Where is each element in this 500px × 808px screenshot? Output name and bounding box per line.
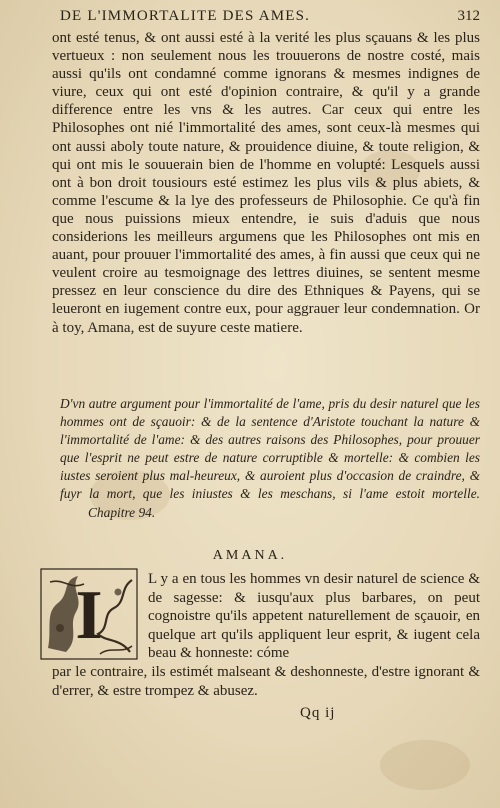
- running-head: [60, 8, 480, 30]
- speaker-heading: AMANA.: [212, 548, 288, 563]
- chapter-summary-text: D'vn autre argument pour l'immortalité de l'ame, pris du desir naturel que les hommes ont de sçauoir: & de la sentence d'Aristote touchant la nature & l'immortalité de l'ame: & des autres raisons des Philosophes, pour prouuer que l'esprit ne peut estre de nature corruptible & mortelle: & combien les iustes seroient plus mal-heureux, & auroient plus d'occasion de craindre, & fuyr la mort, que les iniustes & les meschans, si l'ame estoit mortelle.: [60, 396, 480, 502]
- dropcap-letter: I: [75, 577, 103, 654]
- dropcap-paragraph-text: L y a en tous les hommes vn desir naturel de science & de sagesse: & iusqu'aux plus barbares, on peut cognoistre qu'ils appetent naturellement de sçauoir, en quelque art qu'ils appliquent leur esprit, & iugent cela beau & honneste: cóme: [148, 571, 480, 662]
- dropcap-paragraph: [148, 570, 480, 663]
- signature-mark: Qq ij: [300, 705, 336, 721]
- chapter-summary: [60, 395, 480, 522]
- page-number: 312: [457, 8, 480, 24]
- running-title: DE L'IMMORTALITE DES AMES.: [60, 8, 311, 24]
- continuation-text: par le contraire, ils estimét malseant & deshonneste, d'estre ignorant & d'errer, & estre trompez & abusez.: [52, 664, 480, 699]
- chapter-label: Chapitre 94.: [88, 504, 156, 520]
- paper-stain: [380, 740, 470, 790]
- continuation-paragraph: [52, 663, 480, 700]
- decorated-initial-icon: [40, 568, 138, 660]
- main-paragraph: ont esté tenus, & ont aussi esté à la verité les plus sçauans & les plus vertueux : non seulement nous les trouuerons de nostre costé, mais aussi qu'ils ont condamné comme ignorans & mesmes indignes de viure, ceux qui ont esté d'opinion contraire, & qu'il y a grande difference entre les vns & les autres. Car ceux qui entre les Philosophes ont nié l'immortalité des ames, sont ceux-là mesmes qui ont aussi aboly toute nature, & prouidence diuine, & toute religion, & qui ont mis le souuerain bien de l'homme en volupté: Lesquels aussi ont à bon droit tousiours esté estimez les plus vils & plus abiets, & comme l'escume & la lye des professeurs de Philosophie. Ce qu'à fin que nous puissions mieux entendre, ie suis d'aduis que nous considerions les meilleurs argumens que les Philosophes ont mis en auant, pour prouuer l'immortalité des ames, à fin aussi que ceux qui ne veulent croire au tesmoignage des lettres diuines, se sentent mesme pressez en leur conscience du dire des Ethniques & Payens, qui se leueront en iugement contre eux, pour aggrauer leur condemnation. Or à toy, Amana, est de suyure ceste matiere.: [52, 30, 480, 336]
- main-text-block: [52, 29, 480, 337]
